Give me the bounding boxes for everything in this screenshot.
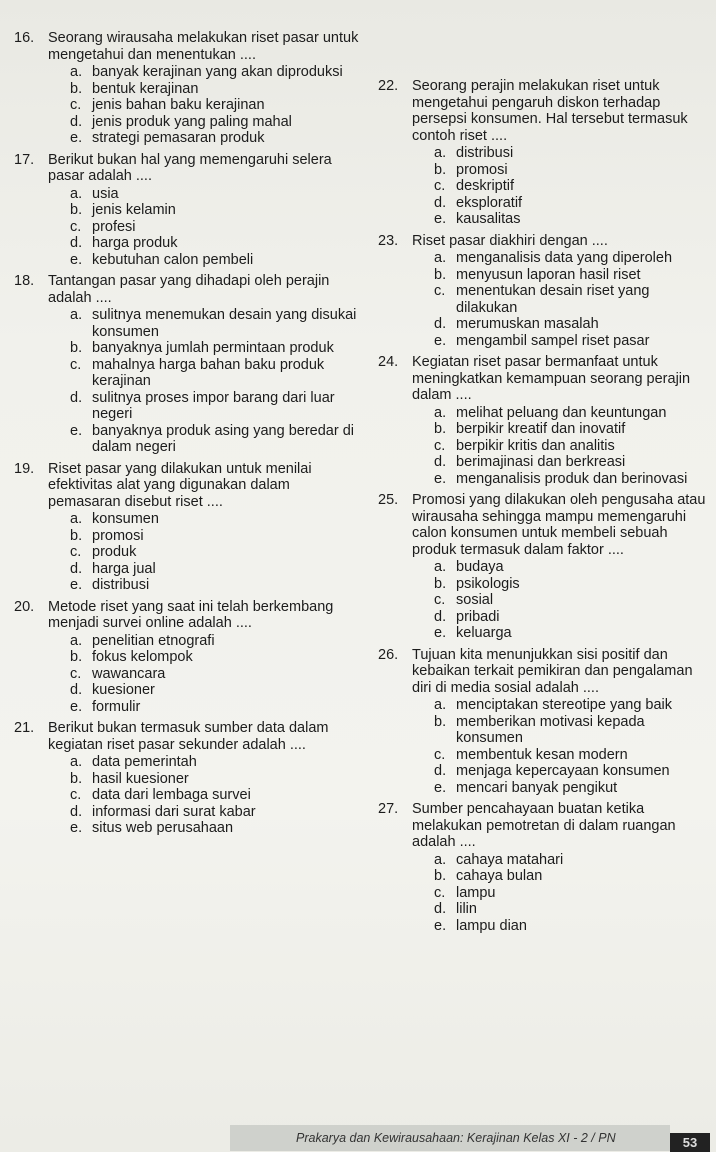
option-letter: d. <box>434 901 447 917</box>
question-text: Seorang perajin melakukan riset untuk mengetahui pengaruh diskon terhadap persepsi konsumen. Hal tersebut termasuk contoh riset .... <box>412 78 688 144</box>
answer-option <box>434 868 708 885</box>
option-text: menganalisis produk dan berinovasi <box>456 470 688 487</box>
option-letter: c. <box>434 746 446 763</box>
answer-option <box>70 307 360 340</box>
option-letter: e. <box>70 422 83 439</box>
answer-option <box>70 390 360 423</box>
answer-option <box>434 697 708 714</box>
question-text: Kegiatan riset pasar bermanfaat untuk meningkatkan kemampuan seorang perajin dalam .... <box>412 354 691 403</box>
question-number: 22. <box>378 78 399 94</box>
answer-option <box>434 747 708 764</box>
option-letter: b. <box>434 266 447 283</box>
question-number: 27. <box>378 801 399 817</box>
question-number: 25. <box>378 492 399 508</box>
option-text: distribusi <box>456 145 514 161</box>
question <box>378 78 708 228</box>
option-text: cahaya bulan <box>456 868 543 884</box>
answer-option <box>70 130 360 147</box>
option-letter: d. <box>70 682 83 698</box>
option-letter: e. <box>70 251 83 268</box>
answer-options <box>70 64 360 147</box>
question <box>14 30 360 147</box>
option-text: merumuskan masalah <box>456 316 599 332</box>
option-letter: a. <box>434 145 447 161</box>
option-text: distribusi <box>92 577 150 593</box>
question <box>378 492 708 642</box>
option-letter: a. <box>70 307 83 323</box>
option-letter: b. <box>70 202 83 218</box>
option-text: produk <box>92 544 137 560</box>
answer-option <box>434 211 708 228</box>
answer-option <box>70 561 360 578</box>
option-text: jenis kelamin <box>92 202 176 218</box>
option-text: penelitian etnografi <box>92 632 215 649</box>
option-text: harga produk <box>92 235 178 251</box>
question <box>14 599 360 716</box>
answer-option <box>70 787 360 804</box>
answer-option <box>70 577 360 594</box>
option-text: hasil kuesioner <box>92 770 189 787</box>
page-footer <box>230 1121 700 1152</box>
question-text: Tantangan pasar yang dihadapi oleh perajin adalah .... <box>48 273 330 306</box>
answer-option <box>434 763 708 780</box>
answer-option <box>434 250 708 267</box>
answer-options <box>434 250 708 349</box>
option-text: menganalisis data yang diperoleh <box>456 250 673 266</box>
option-letter: d. <box>70 389 83 406</box>
answer-options <box>70 633 360 716</box>
option-letter: b. <box>434 575 447 592</box>
option-letter: d. <box>434 608 447 625</box>
question-number: 18. <box>14 273 35 289</box>
answer-option <box>434 780 708 797</box>
option-letter: c. <box>434 178 446 194</box>
question-text: Promosi yang dilakukan oleh pengusaha atau wirausaha sehingga mampu memengaruhi calon konsumen untuk membeli sebuah produk termasuk dalam faktor .... <box>412 492 706 558</box>
answer-option <box>434 421 708 438</box>
option-text: kebutuhan calon pembeli <box>92 251 254 268</box>
answer-option <box>434 852 708 869</box>
option-text: menciptakan stereotipe yang baik <box>456 697 673 713</box>
option-letter: e. <box>70 820 83 836</box>
question-text: Riset pasar yang dilakukan untuk menilai efektivitas alat yang digunakan dalam pemasaran disebut riset .... <box>48 460 312 510</box>
answer-option <box>70 97 360 114</box>
option-letter: c. <box>434 437 446 454</box>
option-letter: d. <box>434 316 447 332</box>
option-letter: d. <box>434 194 447 211</box>
option-text: wawancara <box>92 665 166 682</box>
option-text: sulitnya proses impor barang dari luar negeri <box>92 389 335 422</box>
option-text: banyak kerajinan yang akan diproduksi <box>92 64 343 80</box>
question-number: 26. <box>378 646 399 663</box>
answer-option <box>434 609 708 626</box>
option-letter: d. <box>434 763 447 779</box>
option-letter: c. <box>70 218 82 235</box>
answer-option <box>70 666 360 683</box>
option-letter: e. <box>434 917 447 934</box>
answer-option <box>434 333 708 350</box>
option-letter: a. <box>70 632 83 649</box>
option-text: usia <box>92 185 119 202</box>
option-text: profesi <box>92 218 136 235</box>
option-text: mahalnya harga bahan baku produk kerajinan <box>92 356 325 389</box>
option-letter: c. <box>70 356 82 373</box>
option-letter: c. <box>70 665 82 682</box>
option-text: bentuk kerajinan <box>92 80 199 97</box>
option-text: pribadi <box>456 608 500 625</box>
answer-option <box>434 576 708 593</box>
answer-option <box>434 559 708 576</box>
answer-option <box>70 64 360 81</box>
option-letter: a. <box>434 404 447 421</box>
option-letter: d. <box>434 454 447 470</box>
option-text: menjaga kepercayaan konsumen <box>456 763 670 779</box>
question <box>378 354 708 487</box>
option-text: psikologis <box>456 575 520 592</box>
answer-option <box>434 195 708 212</box>
question-text: Sumber pencahayaan buatan ketika melakukan pemotretan di dalam ruangan adalah .... <box>412 801 676 850</box>
answer-option <box>434 714 708 747</box>
question-number: 21. <box>14 720 35 736</box>
option-letter: d. <box>70 235 83 251</box>
option-text: lilin <box>456 901 477 917</box>
answer-option <box>434 178 708 195</box>
answer-option <box>70 771 360 788</box>
option-text: keluarga <box>456 625 512 641</box>
option-text: kausalitas <box>456 211 521 227</box>
option-letter: c. <box>434 592 446 608</box>
answer-option <box>70 820 360 837</box>
question <box>14 273 360 456</box>
answer-option <box>70 633 360 650</box>
option-text: eksploratif <box>456 194 523 211</box>
option-letter: b. <box>70 80 83 97</box>
option-text: melihat peluang dan keuntungan <box>456 404 667 421</box>
option-text: situs web perusahaan <box>92 820 234 836</box>
option-text: mencari banyak pengikut <box>456 779 618 796</box>
option-text: lampu <box>456 884 496 901</box>
question-text: Berikut bukan hal yang memengaruhi selera pasar adalah .... <box>48 151 332 184</box>
option-letter: c. <box>70 544 82 560</box>
question-number: 23. <box>378 232 399 249</box>
option-text: berpikir kritis dan analitis <box>456 437 615 454</box>
option-letter: e. <box>70 577 83 593</box>
option-letter: b. <box>434 868 447 884</box>
option-text: cahaya matahari <box>456 851 564 868</box>
option-text: menentukan desain riset yang dilakukan <box>456 283 650 316</box>
answer-option <box>434 438 708 455</box>
answer-option <box>70 511 360 528</box>
answer-option <box>434 316 708 333</box>
answer-option <box>434 885 708 902</box>
option-text: lampu dian <box>456 917 527 934</box>
answer-option <box>70 219 360 236</box>
answer-option <box>70 423 360 456</box>
answer-options <box>70 754 360 837</box>
option-text: budaya <box>456 559 504 575</box>
left-column <box>14 30 360 842</box>
option-letter: a. <box>70 64 83 80</box>
option-text: membentuk kesan modern <box>456 746 628 763</box>
option-text: berpikir kreatif dan inovatif <box>456 421 626 437</box>
question-text: Berikut bukan termasuk sumber data dalam kegiatan riset pasar sekunder adalah .... <box>48 720 329 753</box>
answer-option <box>434 918 708 935</box>
option-letter: b. <box>70 527 83 544</box>
answer-option <box>70 682 360 699</box>
option-letter: a. <box>70 754 83 770</box>
option-letter: c. <box>70 97 82 113</box>
option-text: memberikan motivasi kepada konsumen <box>456 713 645 746</box>
option-letter: a. <box>434 559 447 575</box>
answer-options <box>70 307 360 456</box>
question-number: 17. <box>14 151 35 168</box>
option-letter: e. <box>434 332 447 349</box>
answer-option <box>434 283 708 316</box>
question-text: Riset pasar diakhiri dengan .... <box>412 232 608 249</box>
option-text: deskriptif <box>456 178 515 194</box>
option-text: banyaknya jumlah permintaan produk <box>92 340 334 356</box>
option-letter: e. <box>434 779 447 796</box>
option-letter: c. <box>70 787 82 803</box>
option-text: mengambil sampel riset pasar <box>456 332 650 349</box>
option-letter: b. <box>434 161 447 178</box>
option-letter: a. <box>70 511 83 527</box>
option-text: fokus kelompok <box>92 649 193 665</box>
question <box>378 801 708 934</box>
answer-option <box>434 145 708 162</box>
option-letter: d. <box>70 113 83 130</box>
answer-option <box>70 528 360 545</box>
option-letter: a. <box>70 185 83 202</box>
option-text: sosial <box>456 592 494 608</box>
question-text: Tujuan kita menunjukkan sisi positif dan kebaikan terkait pemikiran dan pengalaman diri di media sosial adalah .... <box>412 646 693 696</box>
option-letter: d. <box>70 560 83 577</box>
option-letter: e. <box>434 211 447 227</box>
answer-options <box>434 559 708 642</box>
answer-option <box>70 114 360 131</box>
option-text: promosi <box>92 527 144 544</box>
option-letter: e. <box>434 625 447 641</box>
answer-option <box>434 901 708 918</box>
answer-option <box>434 162 708 179</box>
answer-option <box>434 592 708 609</box>
answer-option <box>434 471 708 488</box>
option-text: harga jual <box>92 560 156 577</box>
option-letter: b. <box>70 340 83 356</box>
question-text: Metode riset yang saat ini telah berkembang menjadi survei online adalah .... <box>48 598 334 631</box>
answer-options <box>70 186 360 269</box>
option-text: jenis produk yang paling mahal <box>92 113 292 130</box>
answer-option <box>70 357 360 390</box>
question-number: 20. <box>14 598 35 615</box>
answer-option <box>70 649 360 666</box>
answer-options <box>434 852 708 935</box>
answer-option <box>70 186 360 203</box>
option-letter: e. <box>70 130 83 146</box>
option-text: data pemerintah <box>92 754 197 770</box>
question-text: Seorang wirausaha melakukan riset pasar untuk mengetahui dan menentukan .... <box>48 30 359 63</box>
option-text: berimajinasi dan berkreasi <box>456 454 626 470</box>
option-letter: e. <box>434 470 447 487</box>
option-letter: a. <box>434 250 447 266</box>
option-text: kuesioner <box>92 682 155 698</box>
page-number: 53 <box>670 1133 710 1152</box>
option-letter: a. <box>434 851 447 868</box>
option-letter: c. <box>434 884 446 901</box>
question <box>14 152 360 269</box>
option-text: informasi dari surat kabar <box>92 803 256 820</box>
answer-option <box>70 544 360 561</box>
option-letter: b. <box>434 421 447 437</box>
footer-text: Prakarya dan Kewirausahaan: Kerajinan Kelas XI - 2 / PN <box>296 1131 616 1145</box>
right-column <box>378 78 708 939</box>
option-letter: d. <box>70 803 83 820</box>
question <box>378 647 708 797</box>
option-text: menyusun laporan hasil riset <box>456 266 641 283</box>
option-letter: b. <box>70 770 83 787</box>
option-text: sulitnya menemukan desain yang disukai konsumen <box>92 307 357 340</box>
option-letter: a. <box>434 697 447 713</box>
question <box>378 233 708 350</box>
answer-option <box>70 804 360 821</box>
answer-option <box>434 454 708 471</box>
answer-option <box>70 81 360 98</box>
option-text: konsumen <box>92 511 159 527</box>
question-number: 24. <box>378 354 399 370</box>
answer-option <box>70 754 360 771</box>
option-letter: b. <box>434 713 447 730</box>
question-number: 19. <box>14 460 35 477</box>
answer-options <box>434 405 708 488</box>
answer-option <box>434 625 708 642</box>
option-text: promosi <box>456 161 508 178</box>
answer-option <box>434 405 708 422</box>
option-text: banyaknya produk asing yang beredar di dalam negeri <box>92 422 354 455</box>
option-letter: b. <box>70 649 83 665</box>
answer-options <box>70 511 360 594</box>
answer-option <box>70 699 360 716</box>
question <box>14 720 360 837</box>
option-text: jenis bahan baku kerajinan <box>92 97 265 113</box>
option-letter: e. <box>70 698 83 715</box>
question <box>14 461 360 594</box>
answer-options <box>434 697 708 796</box>
question-number: 16. <box>14 30 35 46</box>
answer-option <box>70 202 360 219</box>
answer-option <box>70 235 360 252</box>
answer-options <box>434 145 708 228</box>
answer-option <box>434 267 708 284</box>
option-letter: c. <box>434 283 446 299</box>
answer-option <box>70 340 360 357</box>
option-text: data dari lembaga survei <box>92 787 251 803</box>
option-text: formulir <box>92 698 141 715</box>
answer-option <box>70 252 360 269</box>
option-text: strategi pemasaran produk <box>92 130 265 146</box>
